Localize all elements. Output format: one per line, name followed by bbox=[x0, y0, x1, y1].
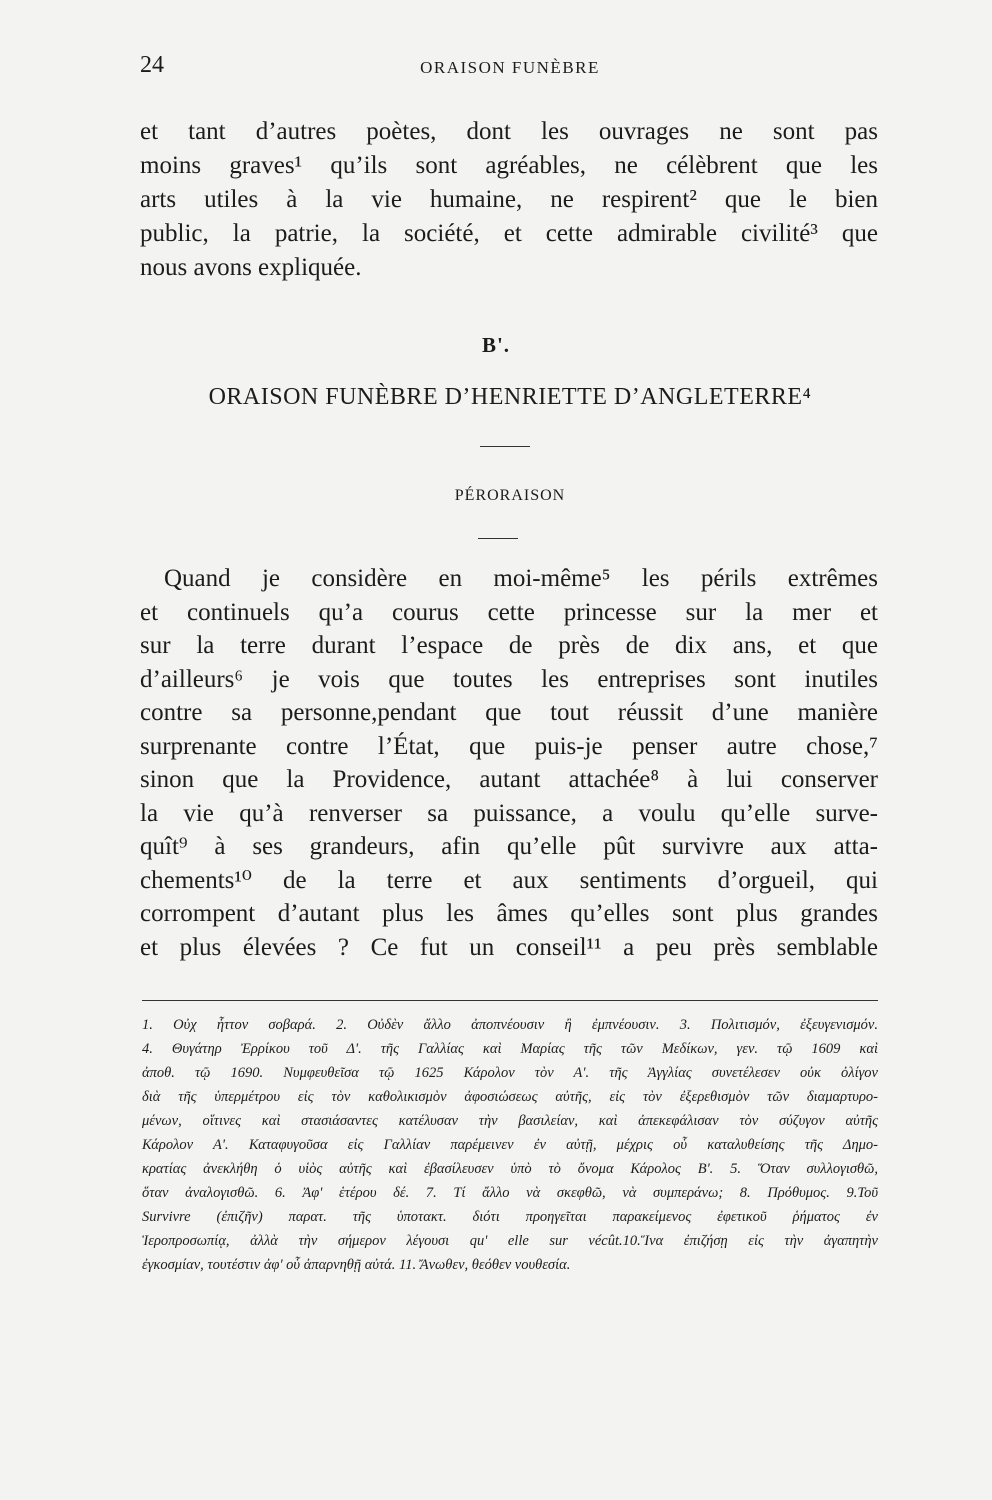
text-line: la vie qu’à renverser sa puissance, a voulu qu’elle surve- bbox=[140, 799, 878, 827]
footnote-line: κρατίας ἀνεκλήθη ὁ υἱὸς αὐτῆς καὶ ἐβασίλευσεν ὑπὸ τὸ ὄνομα Κάρολος Β'. 5. Ὅταν συλλογισθῶ, bbox=[142, 1161, 878, 1177]
text-line: nous avons expliquée. bbox=[140, 254, 362, 281]
footnote-line: διὰ τῆς ὑπερμέτρου εἰς τὸν καθολικισμὸν ἀφοσιώσεως αὐτῆς, εἰς τὸν ἐξερεθισμὸν τῶν διαμαρτυρο- bbox=[142, 1089, 878, 1105]
section-title: ORAISON FUNÈBRE D’HENRIETTE D’ANGLETERRE⁴ bbox=[208, 384, 812, 410]
text-line: corrompent d’autant plus les âmes qu’elles sont plus grandes bbox=[140, 900, 878, 927]
footnotes bbox=[142, 1013, 878, 1277]
footnote-line: 4. Θυγάτηρ Ἐρρίκου τοῦ Δ'. τῆς Γαλλίας καὶ Μαρίας τῆς τῶν Μεδίκων, γεν. τῷ 1609 καὶ bbox=[142, 1041, 878, 1057]
text-line: moins graves¹ qu’ils sont agréables, ne célèbrent que les bbox=[140, 152, 878, 179]
text-line: contre sa personne,pendant que tout réussit d’une manière bbox=[140, 699, 878, 726]
footnote-line: Κάρολον Α'. Καταφυγοῦσα εἰς Γαλλίαν παρέμεινεν ἐν αὐτῇ, μέχρις οὗ καταλυθείσης τῆς Δημο- bbox=[142, 1137, 878, 1153]
footnote-line: 1. Οὐχ ἧττον σοβαρά. 2. Οὐδὲν ἄλλο ἀποπνέουσιν ἢ ἐμπνέουσιν. 3. Πολιτισμόν, ἐξευγενισμόν. bbox=[142, 1017, 878, 1033]
opening-paragraph bbox=[140, 115, 878, 285]
section-subtitle: PÉRORAISON bbox=[454, 487, 566, 504]
main-paragraph bbox=[140, 562, 878, 964]
footnote-line: ἐγκοσμίαν, τουτέστιν ἀφ' οὗ ἀπαρνηθῇ αὐτά. 11. Ἄνωθεν, θεόθεν νουθεσία. bbox=[142, 1257, 571, 1273]
title-rule bbox=[480, 446, 530, 447]
text-line: et plus élevées ? Ce fut un conseil¹¹ a peu près semblable bbox=[140, 933, 878, 961]
footnote-line: μένων, οἵτινες καὶ στασιάσαντες κατέλυσαν τὴν βασιλείαν, καὶ ἀπεκεφάλισαν τὸν σύζυγον αὐτῆς bbox=[142, 1113, 878, 1129]
text-line: Quand je considère en moi-même⁵ les périls extrêmes bbox=[164, 565, 878, 592]
text-line: surprenante contre l’État, que puis-je penser autre chose,⁷ bbox=[140, 732, 878, 760]
footnote-line: ἀποθ. τῷ 1690. Νυμφευθεῖσα τῷ 1625 Κάρολον τὸν Α'. τῆς Ἀγγλίας συνετέλεσεν οὐκ ὀλίγον bbox=[142, 1065, 878, 1081]
text-line: sinon que la Providence, autant attachée⁸ à lui conserver bbox=[140, 766, 878, 793]
subtitle-rule bbox=[478, 538, 518, 539]
footnote-rule bbox=[142, 1000, 878, 1001]
section-mark: B'. bbox=[481, 333, 511, 357]
text-line: public, la patrie, la société, et cette admirable civilité³ que bbox=[140, 220, 878, 247]
text-line: et tant d’autres poètes, dont les ouvrages ne sont pas bbox=[140, 118, 878, 145]
text-line: arts utiles à la vie humaine, ne respirent² que le bien bbox=[140, 186, 878, 213]
footnote-line: Survivre (ἐπιζῆν) παρατ. τῆς ὑποτακτ. διότι προηγεῖται παρακείμενος ἐφετικοῦ ῥήματος ἐν bbox=[142, 1209, 878, 1225]
text-line: d’ailleurs⁶ je vois que toutes les entreprises sont inutiles bbox=[140, 665, 878, 693]
text-line: sur la terre durant l’espace de près de dix ans, et que bbox=[140, 632, 878, 659]
text-line: et continuels qu’a courus cette princesse sur la mer et bbox=[140, 598, 878, 626]
page-header bbox=[140, 52, 880, 82]
text-line: quît⁹ à ses grandeurs, afin qu’elle pût survivre aux atta- bbox=[140, 833, 878, 860]
page-number: 24 bbox=[140, 52, 164, 78]
text-line: chements¹⁰ de la terre et aux sentiments d’orgueil, qui bbox=[140, 866, 878, 894]
footnote-line: ὅταν ἀναλογισθῶ. 6. Ἀφ' ἑτέρου δέ. 7. Τί ἄλλο νὰ σκεφθῶ, νὰ συμπεράνω; 8. Πρόθυμος. 9.Τοῦ bbox=[142, 1185, 878, 1201]
footnote-line: Ἱεροπροσωπίᾳ, ἀλλὰ τὴν σήμερον λέγουσι qu' elle sur vécût.10.Ἵνα ἐπιζήσῃ εἰς τὴν ἀγαπητὴν bbox=[142, 1233, 878, 1249]
running-head: ORAISON FUNÈBRE bbox=[420, 58, 600, 77]
